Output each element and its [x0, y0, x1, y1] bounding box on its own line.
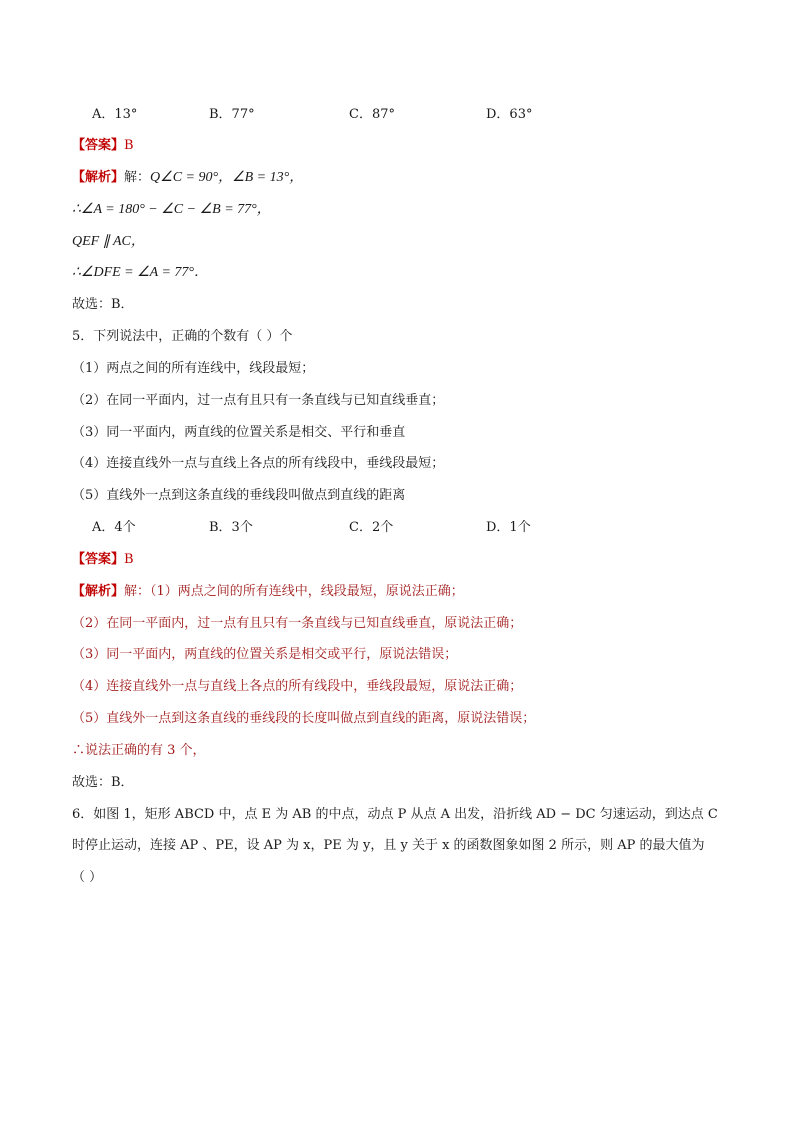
q5-option-a: A．4个 [92, 520, 136, 535]
analysis-tag: 【解析】 [72, 170, 125, 185]
q5-choose: 故选：B． [72, 775, 134, 790]
analysis-tag: 【解析】 [72, 584, 125, 599]
q5-statement: （5）直线外一点到这条直线的垂线段叫做点到直线的距离 [72, 488, 406, 503]
q5-answer [72, 548, 134, 567]
q4-analysis-line: QEF ∥ AC， [72, 234, 145, 249]
q5-conclusion: ∴说法正确的有 3 个， [72, 743, 206, 758]
q5-statement: （3）同一平面内，两直线的位置关系是相交、平行和垂直 [72, 425, 406, 440]
q4-analysis-line: ∴∠DFE = ∠A = 77°． [72, 265, 209, 280]
q5-option-d: D．1个 [486, 520, 531, 535]
q5-stem: 5．下列说法中，正确的个数有（ ）个 [72, 329, 293, 344]
q4-option-b: B．77° [209, 107, 255, 122]
q5-statement: （1）两点之间的所有连线中，线段最短； [72, 361, 315, 376]
q4-analysis-head [72, 166, 303, 186]
analysis-prefix: 解： [124, 170, 151, 185]
q6-stem-line: 时停止运动，连接 AP 、PE，设 AP 为 x，PE 为 y，且 y 关于 x 的函数图象如图 2 所示，则 AP 的最大值为 [72, 838, 705, 853]
q6-stem-line: （ ） [72, 870, 103, 885]
q4-choose: 故选：B． [72, 297, 134, 312]
q5-statement: （2）在同一平面内，过一点有且只有一条直线与已知直线垂直； [72, 393, 445, 408]
q4-answer [72, 134, 134, 153]
q5-analysis-line: （2）在同一平面内，过一点有且只有一条直线与已知直线垂直，原说法正确； [72, 616, 523, 631]
q4-analysis-line: ∴∠A = 180° − ∠C − ∠B = 77°， [72, 202, 271, 217]
answer-value: B [124, 138, 134, 153]
q5-analysis-line: （4）连接直线外一点与直线上各点的所有线段中，垂线段最短，原说法正确； [72, 679, 523, 694]
answer-value: B [124, 552, 134, 567]
q5-analysis-line: （5）直线外一点到这条直线的垂线段的长度叫做点到直线的距离，原说法错误； [72, 711, 536, 726]
q5-option-b: B．3个 [209, 520, 253, 535]
q5-analysis-head [72, 580, 464, 599]
q4-option-d: D．63° [486, 107, 533, 122]
answer-tag: 【答案】 [72, 138, 125, 153]
q4-option-a: A．13° [92, 107, 138, 122]
q5-option-c: C．2个 [349, 520, 394, 535]
answer-tag: 【答案】 [72, 552, 125, 567]
analysis-line: 解：（1）两点之间的所有连线中，线段最短，原说法正确； [124, 584, 464, 599]
q4-option-c: C．87° [349, 107, 395, 122]
analysis-line: Q∠C = 90°，∠B = 13°， [150, 170, 304, 185]
q5-analysis-line: （3）同一平面内，两直线的位置关系是相交或平行，原说法错误； [72, 647, 458, 662]
q6-stem-line: 6．如图 1，矩形 ABCD 中，点 E 为 AB 的中点，动点 P 从点 A 出发，沿折线 AD − DC 匀速运动，到达点 C [72, 807, 718, 822]
q5-statement: （4）连接直线外一点与直线上各点的所有线段中，垂线段最短； [72, 456, 445, 471]
